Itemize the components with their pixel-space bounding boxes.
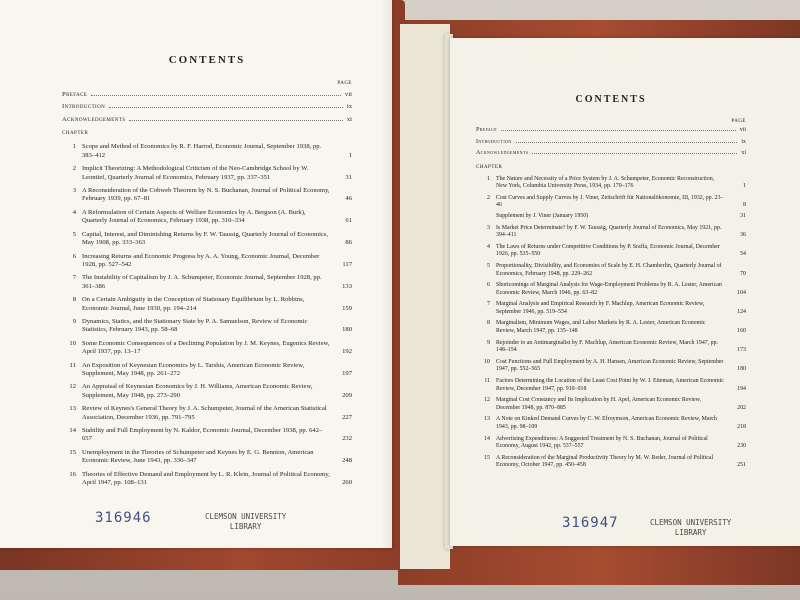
chapter-title: Marginal Analysis and Empirical Research by F. Machlup, American Economic Review, September 1946, pp. 519–554 <box>496 301 705 315</box>
chapter-title: Marginal Cost Constancy and Its Implication by H. Apel, American Economic Review, December 1948, pp. 870–885 <box>496 397 701 411</box>
page-number: 54 <box>740 251 746 258</box>
page-number: xi <box>346 115 352 123</box>
chapter-title: Theories of Effective Demand and Employment by L. R. Klein, Journal of Political Economy, April 1947, pp. 108–131 <box>82 470 330 487</box>
chapter-entry <box>476 263 746 278</box>
chapter-number: 15 <box>69 448 76 456</box>
chapter-entry <box>62 187 352 204</box>
accession-number-stamp: 316946 <box>95 510 152 526</box>
chapter-title: Increasing Returns and Economic Progress by A. A. Young, Economic Journal, December 1928, pp. 527–542 <box>82 252 320 268</box>
front-matter-label: Preface <box>476 127 498 134</box>
page-number: 133 <box>342 282 352 290</box>
chapter-title: The Nature and Necessity of a Price System by J. A. Schumpeter, Economic Reconstruction, New York, Columbia University Press, 1934, pp. 170–176 <box>496 175 715 190</box>
page-number: 192 <box>342 348 352 356</box>
page-number: 251 <box>737 462 746 469</box>
page-number: 260 <box>342 479 352 487</box>
chapter-entry <box>476 301 746 316</box>
page-number: 1 <box>348 151 352 159</box>
chapter-entry <box>62 231 352 248</box>
accession-number-stamp: 316947 <box>562 515 619 531</box>
chapter-number: 2 <box>72 165 76 173</box>
chapter-entry <box>62 274 352 291</box>
chapter-title: On a Certain Ambiguity in the Conception of Stationary Equilibrium by L. Robbins, Economic Journal, June 1930, pp. 194–214 <box>82 296 305 312</box>
chapter-entry <box>62 340 352 357</box>
chapter-title: Proportionality, Divisibility, and Economies of Scale by E. H. Chamberlin, Quarterly Journal of Economics, February 1948, pp. 229–262 <box>496 262 722 277</box>
page-column-label: PAGE <box>337 81 352 87</box>
chapter-entry <box>476 176 746 191</box>
page-number: ix <box>346 103 352 111</box>
chapter-entry <box>476 282 746 297</box>
chapter-number: 4 <box>72 208 76 216</box>
page-number: 180 <box>737 366 746 373</box>
page-number: 202 <box>737 404 746 411</box>
gutter-shadow <box>380 0 392 548</box>
chapter-title: Rejoinder to an Antimarginalist by F. Machlup, American Economic Review, March 1947, pp. 148–154 <box>496 339 719 354</box>
leader-dots <box>109 107 343 108</box>
library-stamp-line: CLEMSON UNIVERSITY <box>650 518 732 527</box>
chapter-number: 16 <box>69 470 76 478</box>
chapter-number: 2 <box>487 194 490 201</box>
front-matter-row <box>476 127 746 135</box>
chapter-title: Dynamics, Statics, and the Stationary State by P. A. Samuelson, Review of Economic Statistics, February 1943, pp. 58–68 <box>82 317 308 334</box>
front-matter-label: Introduction <box>62 103 106 111</box>
chapter-number: 6 <box>487 282 490 289</box>
chapter-entry <box>62 427 352 444</box>
library-stamp-line: LIBRARY <box>674 528 707 537</box>
chapter-number: 1 <box>72 143 76 151</box>
contents-title: CONTENTS <box>575 94 647 105</box>
chapter-number: 14 <box>69 427 76 434</box>
chapter-number: 14 <box>484 435 490 442</box>
chapter-title: A Reconsideration of the Cobweb Theorem by N. S. Buchanan, Journal of Political Economy, February 1939, pp. 67–81 <box>82 187 330 203</box>
chapter-title: Capital, Interest, and Diminishing Returns by F. W. Taussig, Quarterly Journal of Economics, May 1908, pp. 333–363 <box>82 230 329 247</box>
chapter-number: 10 <box>69 339 76 347</box>
chapter-number: 1 <box>487 175 490 182</box>
chapter-entry <box>62 362 352 379</box>
page-number: xi <box>741 150 746 157</box>
page-number: vii <box>739 127 746 134</box>
page-number: 227 <box>342 413 352 421</box>
chapter-entry <box>476 320 746 335</box>
front-matter-row <box>62 91 352 99</box>
chapter-number: 11 <box>69 361 76 369</box>
leader-dots <box>516 142 738 143</box>
chapter-title: Review of Keynes's General Theory by J. A. Schumpeter, Journal of the American Statistical Association, December 1936, pp. 791–795 <box>82 405 327 421</box>
chapter-number: 8 <box>487 320 490 327</box>
supplement-entry <box>496 213 746 221</box>
front-matter-row <box>62 116 352 124</box>
library-stamp <box>205 512 286 532</box>
chapter-title: Some Economic Consequences of a Declining Population by J. M. Keynes, Eugenics Review, April 1937, pp. 13–17 <box>82 339 330 356</box>
chapter-entry <box>62 253 352 270</box>
chapter-title: Stability and Full Employment by N. Kaldor, Economic Journal, December 1938, pp. 642–657 <box>82 427 323 443</box>
chapter-column-label: CHAPTER <box>476 164 503 170</box>
chapter-number: 7 <box>72 274 76 282</box>
chapter-entry <box>476 195 746 210</box>
page-number: 209 <box>342 391 352 399</box>
chapter-title: Advertising Expenditures: A Suggested Treatment by N. S. Buchanan, Journal of Political Economy, August 1942, pp. 537–557 <box>496 435 708 450</box>
library-stamp-line: CLEMSON UNIVERSITY <box>205 512 287 521</box>
chapter-entry <box>62 143 352 160</box>
front-matter-row <box>476 139 746 147</box>
front-matter-label: Introduction <box>476 138 512 145</box>
chapter-number: 10 <box>484 358 490 365</box>
contents-title: CONTENTS <box>168 54 246 66</box>
front-matter-label: Acknowledgements <box>476 150 529 157</box>
page-number: 31 <box>740 212 746 219</box>
page-number: 36 <box>740 232 746 239</box>
chapter-title: An Appraisal of Keynesian Economics by J. H. Williams, American Economic Review, Supplement, May 1948, pp. 273–290 <box>82 383 313 399</box>
chapter-title: Cost Curves and Supply Curves by J. Viner, Zeitschrift für Nationalökonomie, III, 1932, pp. 23–46 <box>496 194 724 209</box>
chapter-entry <box>62 405 352 422</box>
chapter-title: Shortcomings of Marginal Analysis for Wage-Employment Problems by R. A. Lester, American Economic Review, March 1946, pp. 63–82 <box>496 282 722 296</box>
chapter-entry <box>476 397 746 412</box>
chapter-title: Factors Determining the Location of the Least Cost Point by W. J. Eiteman, American Economic Review, December 1947, pp. 910–918 <box>496 378 724 392</box>
chapter-entry <box>476 225 746 240</box>
chapter-entry <box>62 449 352 466</box>
page-column-label: PAGE <box>731 118 746 124</box>
chapter-list <box>62 143 352 487</box>
chapter-title: A Note on Kinked Demand Curves by C. W. Efroymson, American Economic Review, March 1943, pp. 98–109 <box>496 416 717 430</box>
front-matter-list <box>62 91 352 124</box>
chapter-title: Unemployment in the Theories of Schumpeter and Keynes by E. G. Bennion, American Economic Review, June 1943, pp. 336–347 <box>82 448 314 465</box>
chapter-number: 8 <box>72 296 76 304</box>
chapter-number: 12 <box>484 397 490 404</box>
page-number: ix <box>741 138 746 145</box>
chapter-number: 5 <box>487 262 490 269</box>
chapter-number: 11 <box>484 378 490 385</box>
page-edge <box>400 24 450 569</box>
page-number: 159 <box>342 304 352 312</box>
front-matter-row <box>476 150 746 158</box>
page-number: vii <box>345 90 352 98</box>
chapter-number: 4 <box>487 243 490 250</box>
chapter-entry <box>476 359 746 374</box>
page-number: 104 <box>737 289 746 296</box>
leader-dots <box>91 95 341 96</box>
chapter-number: 9 <box>487 339 490 346</box>
chapter-entry <box>62 165 352 182</box>
page-number: 1 <box>743 183 746 190</box>
page-number: 230 <box>737 443 746 450</box>
chapter-entry <box>476 455 746 470</box>
page-number: 160 <box>737 328 746 335</box>
page-number: 117 <box>342 260 352 268</box>
page-number: 232 <box>342 435 352 443</box>
chapter-title: Scope and Method of Economics by R. F. Harrod, Economic Journal, September 1938, pp. 383–412 <box>82 143 322 159</box>
page-number: 194 <box>737 385 746 392</box>
chapter-entry <box>476 340 746 355</box>
chapter-entry <box>476 378 746 393</box>
chapter-entry <box>476 436 746 451</box>
chapter-entry <box>62 383 352 400</box>
chapter-title: An Exposition of Keynesian Economics by L. Tarshis, American Economic Review, Supplement, May 1948, pp. 261–272 <box>82 361 305 377</box>
page-number: 180 <box>342 326 352 334</box>
page-number: 124 <box>737 308 746 315</box>
front-matter-list <box>476 127 746 158</box>
right-contents <box>476 96 746 470</box>
front-matter-row <box>62 103 352 111</box>
leader-dots <box>129 120 342 121</box>
chapter-list <box>476 176 746 470</box>
page-number: 70 <box>740 270 746 277</box>
chapter-number: 13 <box>484 416 490 423</box>
page-number: 248 <box>342 457 352 465</box>
chapter-column-label: CHAPTER <box>62 131 89 137</box>
page-number: 197 <box>342 369 352 377</box>
chapter-entry <box>62 318 352 335</box>
page-number: 86 <box>345 239 352 247</box>
chapter-number: 13 <box>69 405 76 413</box>
front-matter-label: Preface <box>62 90 88 98</box>
chapter-title: A Reconsideration of the Marginal Productivity Theory by M. W. Reder, Journal of Political Economy, October 1947, pp. 450–458 <box>496 454 714 469</box>
chapter-entry <box>62 209 352 226</box>
chapter-number: 3 <box>487 224 490 231</box>
chapter-entry <box>476 244 746 259</box>
front-matter-label: Acknowledgements <box>62 115 126 123</box>
chapter-title: The Instability of Capitalism by J. A. Schumpeter, Economic Journal, September 1928, pp. 361–386 <box>82 274 322 290</box>
chapter-number: 3 <box>72 187 76 195</box>
page-number: 46 <box>345 195 352 203</box>
leader-dots <box>501 130 736 131</box>
page-number: 173 <box>737 347 746 354</box>
supplement-title: Supplement by J. Viner (January 1950) <box>496 212 589 219</box>
chapter-entry <box>476 416 746 431</box>
chapter-number: 9 <box>72 317 76 325</box>
chapter-entry <box>62 471 352 488</box>
chapter-title: Implicit Theorizing: A Methodological Criticism of the Neo-Cambridge School by W. Leontief, Quarterly Journal of Economics, February 1937, pp. 337–351 <box>82 165 309 181</box>
chapter-title: A Reformulation of Certain Aspects of Welfare Economics by A. Bergson (A. Burk), Quarterly Journal of Economics, February 1938, pp. 310–334 <box>82 208 306 225</box>
page-number: 8 <box>743 202 746 209</box>
chapter-number: 5 <box>72 230 76 238</box>
chapter-number: 15 <box>484 454 490 461</box>
chapter-number: 6 <box>72 252 76 260</box>
library-stamp <box>650 518 731 538</box>
chapter-title: Is Market Price Determinate? by F. W. Taussig, Quarterly Journal of Economics, May 1921, pp. 394–411 <box>496 224 722 239</box>
chapter-number: 7 <box>487 301 490 308</box>
chapter-number: 12 <box>69 383 76 391</box>
library-stamp-line: LIBRARY <box>229 522 262 531</box>
chapter-title: Cost Functions and Full Employment by A. H. Hansen, American Economic Review, September 1947, pp. 552–565 <box>496 358 724 373</box>
page-number: 218 <box>737 424 746 430</box>
left-contents <box>62 56 352 487</box>
page-number: 31 <box>345 173 352 181</box>
leader-dots <box>532 153 737 154</box>
chapter-title: Marginalism, Minimum Wages, and Labor Markets by R. A. Lester, American Economic Review, March 1947, pp. 135–148 <box>496 320 706 335</box>
chapter-title: The Laws of Returns under Competitive Conditions by P. Sraffa, Economic Journal, December 1926, pp. 535–550 <box>496 243 720 258</box>
page-number: 61 <box>345 217 352 225</box>
chapter-entry <box>62 296 352 313</box>
